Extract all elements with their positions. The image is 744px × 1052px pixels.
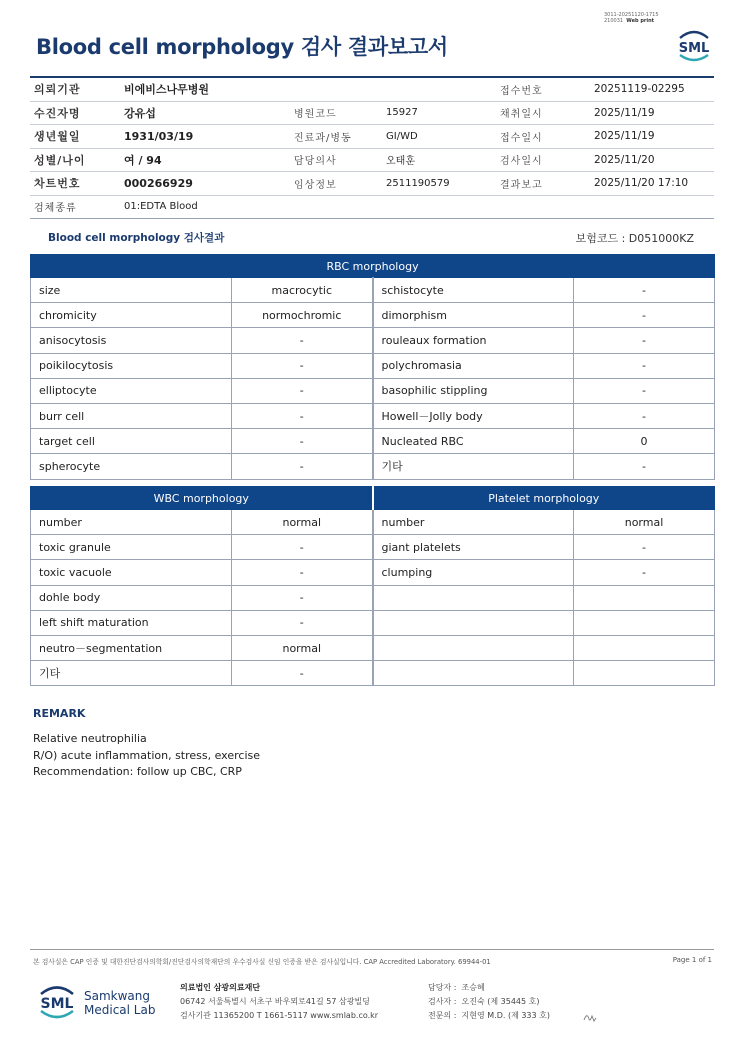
result-value [574, 610, 715, 635]
info-row [30, 172, 714, 196]
result-value: - [232, 610, 373, 635]
info-value: 2025/11/19 [594, 106, 655, 119]
staff-list: 담당자 : 조승혜 검사자 : 오진숙 (제 35445 호) 전문의 : 지현영 M.D. (제 333 호) [428, 983, 551, 1020]
result-value: macrocytic [232, 278, 373, 303]
table-row [31, 278, 715, 303]
result-value: - [232, 585, 373, 610]
result-name: Howell－Jolly body [373, 403, 574, 428]
result-value: - [232, 328, 373, 353]
info-label: 의뢰기관 [34, 83, 81, 97]
result-value: - [574, 278, 715, 303]
svg-text:SML: SML [678, 41, 710, 56]
table-row [31, 454, 715, 479]
result-value: - [232, 353, 373, 378]
result-value: normal [232, 635, 373, 660]
remark-line: Relative neutrophilia [33, 732, 147, 745]
info-value: 오태훈 [386, 156, 415, 168]
table-row [31, 378, 715, 403]
result-value [574, 585, 715, 610]
info-value: 2025/11/19 [594, 130, 655, 143]
info-label: 성별/나이 [34, 153, 86, 167]
result-value: - [232, 378, 373, 403]
info-label: 접수일시 [500, 132, 543, 144]
result-name: Nucleated RBC [373, 429, 574, 454]
result-name: size [31, 278, 232, 303]
result-value: - [574, 303, 715, 328]
result-value: - [574, 403, 715, 428]
remark-line: Recommendation: follow up CBC, CRP [33, 765, 242, 778]
result-name [373, 585, 574, 610]
result-name: dohle body [31, 585, 232, 610]
remark-text [33, 731, 260, 781]
signature-icon [582, 1010, 598, 1024]
result-name: 기타 [31, 661, 232, 686]
info-value: 비에비스나무병원 [124, 83, 210, 97]
info-value: 2511190579 [386, 177, 450, 189]
table-row [31, 403, 715, 428]
result-name: dimorphism [373, 303, 574, 328]
info-value: 여 / 94 [124, 153, 162, 167]
footer-divider [30, 949, 714, 950]
result-value: normal [574, 510, 715, 535]
table-row [31, 510, 715, 535]
wbc-header: WBC morphology [31, 487, 373, 510]
insurance-code: 보험코드 : D051000KZ [575, 232, 694, 245]
info-row [30, 102, 714, 126]
result-name: anisocytosis [31, 328, 232, 353]
result-name: chromicity [31, 303, 232, 328]
page-number: Page 1 of 1 [672, 956, 712, 964]
result-value: 0 [574, 429, 715, 454]
info-row [30, 78, 714, 102]
result-name: burr cell [31, 403, 232, 428]
result-value [574, 661, 715, 686]
info-label: 채취일시 [500, 109, 543, 121]
info-label: 차트번호 [34, 177, 81, 191]
rbc-morphology-table [30, 254, 715, 480]
result-name: left shift maturation [31, 610, 232, 635]
info-value: 2025/11/20 17:10 [594, 177, 689, 190]
table-row [31, 353, 715, 378]
remark-title: REMARK [33, 707, 86, 720]
result-name: toxic granule [31, 535, 232, 560]
result-name [373, 661, 574, 686]
result-value: normochromic [232, 303, 373, 328]
table-row [31, 661, 715, 686]
result-name: neutro－segmentation [31, 635, 232, 660]
info-label: 병원코드 [294, 109, 337, 121]
table-row [31, 610, 715, 635]
info-row [30, 149, 714, 173]
accreditation-note: 본 검사실은 CAP 인증 및 대한진단검사의학회/진단검사의학재단의 우수검사실 신임 인증을 받은 검사실입니다. CAP Accredited Laboratory. 69944-01 [33, 958, 491, 966]
table-row [31, 429, 715, 454]
result-name: target cell [31, 429, 232, 454]
page-title: Blood cell morphology 검사 결과보고서 [36, 35, 448, 59]
info-label: 임상정보 [294, 179, 337, 191]
info-value: 15927 [386, 107, 418, 119]
info-value: GI/WD [386, 130, 418, 142]
result-name: spherocyte [31, 454, 232, 479]
result-name: toxic vacuole [31, 560, 232, 585]
result-name [373, 610, 574, 635]
table-row [31, 535, 715, 560]
result-value: - [232, 454, 373, 479]
wbc-platelet-table [30, 486, 715, 686]
info-label: 담당의사 [294, 156, 337, 168]
result-value: - [232, 429, 373, 454]
info-label: 결과보고 [500, 179, 543, 191]
result-name: schistocyte [373, 278, 574, 303]
result-name: basophilic stippling [373, 378, 574, 403]
result-value: - [574, 560, 715, 585]
result-value: - [574, 353, 715, 378]
rbc-header: RBC morphology [31, 255, 715, 278]
info-value: 20251119-02295 [594, 83, 685, 96]
sml-logo-icon [36, 981, 78, 1021]
result-name: number [31, 510, 232, 535]
info-label: 검사일시 [500, 156, 543, 168]
info-value: 1931/03/19 [124, 129, 194, 143]
info-row [30, 125, 714, 149]
result-value [574, 635, 715, 660]
info-label: 검체종류 [34, 203, 77, 215]
result-name [373, 635, 574, 660]
report-print-code: 3011-20251120-1715 210031 Web print [604, 12, 659, 24]
result-name: elliptocyte [31, 378, 232, 403]
table-row [31, 560, 715, 585]
platelet-header: Platelet morphology [373, 487, 715, 510]
lab-address: 의료법인 삼광의료재단 06742 서울특별시 서초구 바우뫼로41길 57 삼광빌딩 검사기관 11365200 T 1661-5117 www.smlab.co.kr [180, 983, 379, 1020]
result-name: polychromasia [373, 353, 574, 378]
result-name: 기타 [373, 454, 574, 479]
lab-name: Samkwang Medical Lab [84, 989, 156, 1017]
info-value: 000266929 [124, 176, 193, 190]
result-value: - [574, 328, 715, 353]
table-row [31, 303, 715, 328]
table-row [31, 635, 715, 660]
table-row [31, 585, 715, 610]
result-value: - [574, 454, 715, 479]
info-label: 진료과/병동 [294, 132, 352, 144]
info-value: 강유섭 [124, 106, 156, 120]
info-value: 01:EDTA Blood [124, 201, 198, 213]
result-value: - [232, 560, 373, 585]
results-section-title: Blood cell morphology 검사결과 [48, 232, 225, 244]
info-label: 접수번호 [500, 85, 543, 97]
svg-text:SML: SML [40, 996, 74, 1012]
info-row [30, 196, 714, 220]
result-name: clumping [373, 560, 574, 585]
result-value: - [232, 535, 373, 560]
sml-logo-icon [674, 27, 714, 63]
result-name: number [373, 510, 574, 535]
info-label: 생년월일 [34, 130, 81, 144]
result-value: - [574, 535, 715, 560]
result-value: normal [232, 510, 373, 535]
result-name: rouleaux formation [373, 328, 574, 353]
result-value: - [574, 378, 715, 403]
patient-info-table [30, 76, 714, 219]
remark-line: R/O) acute inflammation, stress, exercise [33, 748, 261, 762]
info-value: 2025/11/20 [594, 153, 655, 166]
result-value: - [232, 403, 373, 428]
info-label: 수진자명 [34, 106, 81, 120]
table-row [31, 328, 715, 353]
result-name: giant platelets [373, 535, 574, 560]
result-name: poikilocytosis [31, 353, 232, 378]
result-value: - [232, 661, 373, 686]
